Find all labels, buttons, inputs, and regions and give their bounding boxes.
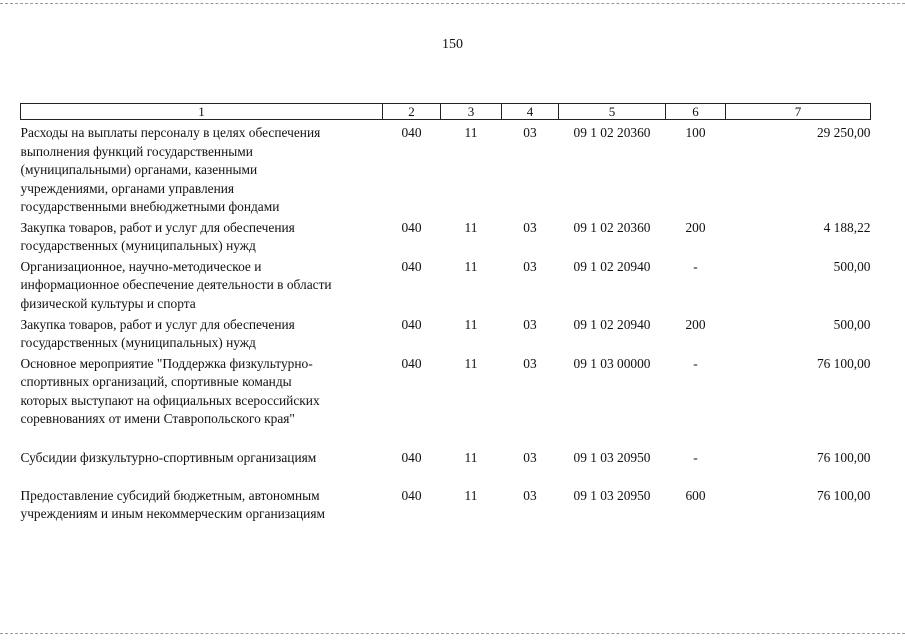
table-row: [21, 256, 871, 314]
expense-type-code: -: [693, 258, 698, 274]
subsection-code: 03: [523, 219, 537, 235]
expense-type-code: 600: [685, 487, 706, 503]
section-code: 11: [464, 355, 478, 371]
section-code: 11: [464, 487, 478, 503]
expense-type-code: 200: [685, 219, 706, 235]
description-line: Основное мероприятие "Поддержка физкультурно-: [20, 355, 313, 371]
table-row: [21, 449, 871, 487]
subsection-code: 03: [523, 487, 537, 503]
column-number-row: [21, 104, 871, 120]
row-description: [21, 120, 383, 217]
column-header: 2: [383, 104, 441, 120]
description-line: выполнения функций государственными: [20, 143, 253, 159]
ministry-code: 040: [401, 316, 422, 332]
section-code: 11: [464, 316, 478, 332]
amount: 500,00: [833, 258, 871, 274]
section-code: 11: [464, 125, 478, 140]
target-article-code: 09 1 02 20940: [573, 258, 651, 274]
description-line: государственными внебюджетными фондами: [20, 199, 280, 214]
description-line: спортивных организаций, спортивные команды: [20, 374, 292, 389]
description-line: Расходы на выплаты персоналу в целях обеспечения: [20, 125, 321, 140]
target-article-code: 09 1 02 20360: [573, 125, 651, 140]
row-description: [21, 449, 383, 487]
description-line: Организационное, научно-методическое и: [20, 258, 262, 274]
description-line: государственных (муниципальных) нужд: [20, 238, 256, 253]
expense-type-code: -: [693, 449, 698, 465]
amount: 76 100,00: [816, 355, 871, 371]
description-line: Субсидии физкультурно-спортивным организациям: [20, 449, 317, 465]
table-row: [21, 120, 871, 217]
description-line: учреждениями, органами управления: [20, 180, 235, 196]
table-row: [21, 217, 871, 256]
ministry-code: 040: [401, 355, 422, 371]
expense-type-code: -: [693, 355, 698, 371]
amount: 76 100,00: [816, 449, 871, 465]
description-line: соревнованиях от имени Ставропольского края": [20, 411, 295, 426]
column-header: 4: [502, 104, 559, 120]
amount: 76 100,00: [816, 487, 871, 503]
row-description: [21, 353, 383, 449]
amount: 29 250,00: [816, 125, 871, 140]
row-description: [21, 314, 383, 353]
row-description: [21, 217, 383, 256]
ministry-code: 040: [401, 449, 422, 465]
section-code: 11: [464, 258, 478, 274]
ministry-code: 040: [401, 125, 422, 140]
description-line: информационное обеспечение деятельности в области: [20, 277, 332, 292]
table-row: [21, 314, 871, 353]
description-line: физической культуры и спорта: [20, 295, 196, 311]
target-article-code: 09 1 02 20360: [573, 219, 651, 235]
scan-edge-top: [0, 3, 905, 4]
expense-type-code: 200: [685, 316, 706, 332]
section-code: 11: [464, 449, 478, 465]
description-line: учреждениям и иным некоммерческим организациям: [20, 506, 325, 521]
description-line: Закупка товаров, работ и услуг для обеспечения: [20, 219, 295, 235]
subsection-code: 03: [523, 355, 537, 371]
column-header: 3: [441, 104, 502, 120]
target-article-code: 09 1 03 00000: [573, 355, 651, 371]
subsection-code: 03: [523, 125, 537, 140]
description-line: государственных (муниципальных) нужд: [20, 335, 256, 350]
column-header: 5: [559, 104, 666, 120]
budget-table: [20, 103, 871, 527]
row-description: [21, 487, 383, 527]
subsection-code: 03: [523, 316, 537, 332]
target-article-code: 09 1 03 20950: [573, 449, 651, 465]
table-row: [21, 487, 871, 527]
ministry-code: 040: [401, 258, 422, 274]
page-number: 150: [442, 37, 463, 52]
subsection-code: 03: [523, 258, 537, 274]
description-line: которых выступают на официальных всероссийских: [20, 392, 320, 408]
row-description: [21, 256, 383, 314]
description-line: Закупка товаров, работ и услуг для обеспечения: [20, 316, 295, 332]
table-row: [21, 353, 871, 449]
amount: 500,00: [833, 316, 871, 332]
description-line: (муниципальными) органами, казенными: [20, 162, 258, 177]
ministry-code: 040: [401, 487, 422, 503]
amount: 4 188,22: [823, 219, 871, 235]
section-code: 11: [464, 219, 478, 235]
column-header: 1: [21, 104, 383, 120]
target-article-code: 09 1 03 20950: [573, 487, 651, 503]
column-header: 6: [666, 104, 726, 120]
ministry-code: 040: [401, 219, 422, 235]
subsection-code: 03: [523, 449, 537, 465]
scan-edge-bottom: [0, 633, 905, 634]
expense-type-code: 100: [685, 125, 706, 140]
column-header: 7: [726, 104, 871, 120]
target-article-code: 09 1 02 20940: [573, 316, 651, 332]
description-line: Предоставление субсидий бюджетным, автономным: [20, 487, 320, 503]
